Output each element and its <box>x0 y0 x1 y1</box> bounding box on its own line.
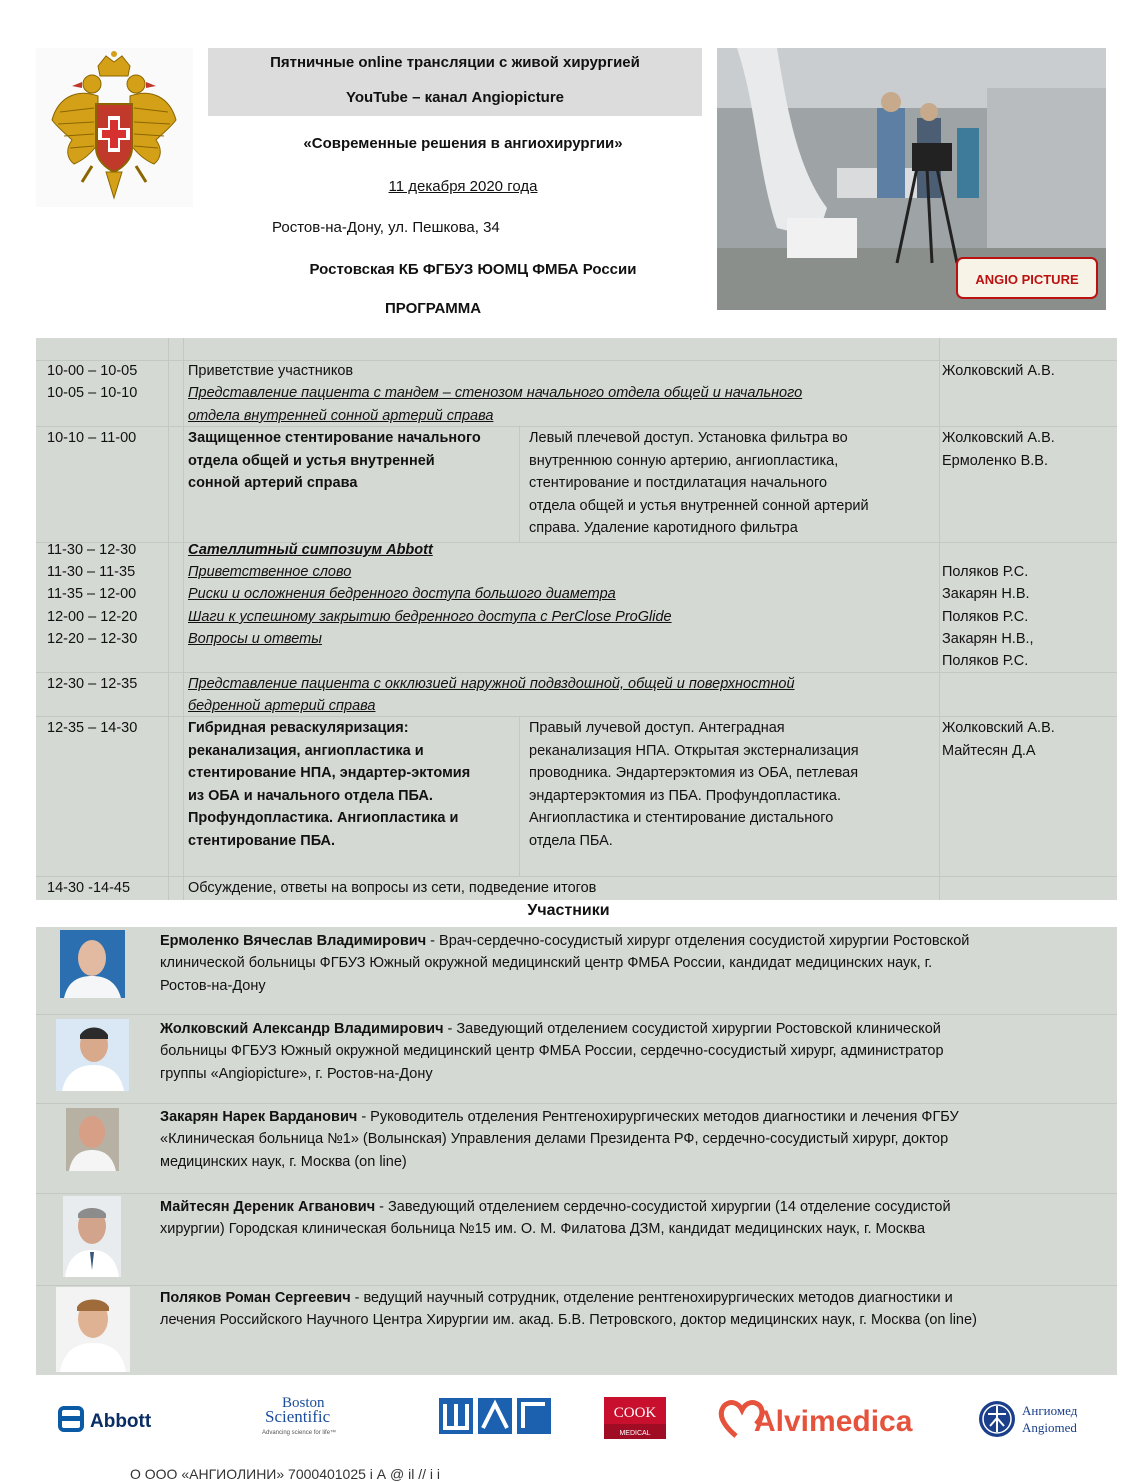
schedule-detail: Правый лучевой доступ. Антеградная <box>529 720 785 736</box>
schedule-speaker: Жолковский А.В. <box>942 720 1055 736</box>
list-item <box>36 927 1117 1015</box>
cook-medical-logo <box>604 1397 666 1439</box>
schedule-topic: Гибридная реваскуляризация: <box>188 720 409 736</box>
avatar <box>60 930 125 998</box>
operating-room-photo <box>717 48 1106 310</box>
participants-heading: Участники <box>527 902 610 919</box>
schedule-detail: стентирование и постдилатация начального <box>529 475 828 491</box>
svg-text:Boston: Boston <box>282 1395 325 1411</box>
schedule-detail: проводника. Эндартерэктомия из ОБА, петлевая <box>529 765 859 781</box>
participant-description: медицинских наук, г. Москва (on line) <box>160 1153 407 1170</box>
participant-description: - Заведующий отделением сердечно-сосудистой хирургии (14 отделение сосудистой <box>375 1199 951 1215</box>
schedule-topic: Защищенное стентирование начального <box>188 430 481 446</box>
event-address: Ростов-на-Дону, ул. Пешкова, 34 <box>272 219 500 236</box>
angiopicture-logo: ANGIO PICTURE <box>975 272 1079 287</box>
schedule-time: 14-30 -14-45 <box>47 880 131 896</box>
participant-description: лечения Российского Научного Центра Хирургии им. акад. Б.В. Петровского, доктор медицинских наук, г. Москва (on line) <box>160 1312 977 1329</box>
abbott-logo <box>58 1402 173 1434</box>
schedule-topic-link[interactable]: Сателлитный симпозиум Abbott <box>188 542 433 558</box>
schedule-detail: реканализация НПА. Открытая экстернализация <box>529 743 859 759</box>
svg-text:Scientific: Scientific <box>265 1407 331 1426</box>
schedule-speaker: Жолковский А.В. <box>942 363 1055 379</box>
schedule-speaker: Поляков Р.С. <box>942 609 1029 625</box>
schedule-speaker: Ермоленко В.В. <box>942 453 1048 469</box>
participant-description: Ростов-на-Дону <box>160 977 266 994</box>
schedule-time: 11-35 – 12-00 <box>47 586 137 602</box>
schedule-detail: Ангиопластика и стентирование дистального <box>529 810 834 826</box>
svg-text:Advancing science for life™: Advancing science for life™ <box>262 1430 337 1436</box>
double-headed-eagle-icon <box>36 48 193 207</box>
schedule-detail: отдела ПБА. <box>529 833 613 849</box>
program-heading: ПРОГРАММА <box>385 300 482 317</box>
schedule-topic-link[interactable]: бедренной артерий справа <box>188 698 376 714</box>
participant-description: больницы ФГБУЗ Южный окружной медицинский центр ФМБА России, сердечно-сосудистый хирург, администратор <box>160 1043 944 1060</box>
schedule-topic: Обсуждение, ответы на вопросы из сети, подведение итогов <box>188 880 597 896</box>
schedule-topic-link[interactable]: Вопросы и ответы <box>188 631 322 647</box>
schedule-detail: Левый плечевой доступ. Установка фильтра во <box>529 430 848 446</box>
list-item <box>36 1103 1117 1193</box>
schedule-time: 12-00 – 12-20 <box>47 609 138 625</box>
participant-description: «Клиническая больница №1» (Волынская) Управления делами Президента РФ, сердечно-сосудистый хирург, доктор <box>160 1131 949 1148</box>
svg-text:MEDICAL: MEDICAL <box>619 1430 651 1437</box>
schedule-speaker: Поляков Р.С. <box>942 564 1029 580</box>
footer-contact-text: О ООО «АНГИОЛИНИ» 7000401025 i А @ il // i i <box>130 1466 441 1482</box>
list-item <box>36 1015 1117 1103</box>
participant-description: - Руководитель отделения Рентгенохирургических методов диагностики и лечения ФГБУ <box>357 1109 959 1125</box>
schedule-topic: Приветствие участников <box>188 363 354 379</box>
schedule-topic: отдела общей и устья внутренней <box>188 453 435 469</box>
schedule-time: 11-30 – 12-30 <box>47 542 137 558</box>
alvimedica-logo <box>716 1396 948 1442</box>
schedule-detail: справа. Удаление каротидного фильтра <box>529 520 798 536</box>
schedule-topic-link[interactable]: Представление пациента с окклюзией наружной подвздошной, общей и поверхностной <box>188 676 795 692</box>
participant-name: Жолковский Александр Владимирович <box>160 1021 444 1037</box>
schedule-topic: сонной артерий справа <box>188 475 358 491</box>
schedule-time: 10-10 – 11-00 <box>47 430 137 446</box>
schedule-topic-link[interactable]: Шаги к успешному закрытию бедренного доступа с PerClose ProGlide <box>188 609 672 625</box>
schedule-topic-link[interactable]: Приветственное слово <box>188 564 352 580</box>
schedule-speaker: Жолковский А.В. <box>942 430 1055 446</box>
schedule-topic: стентирование НПА, эндартер-эктомия <box>188 765 471 781</box>
participant-description: клинической больницы ФГБУЗ Южный окружной медицинский центр ФМБА России, кандидат медицинских наук, г. <box>160 955 933 972</box>
schedule-time: 12-20 – 12-30 <box>47 631 138 647</box>
participant-name: Закарян Нарек Варданович <box>160 1109 358 1125</box>
svg-text:Ангиомед: Ангиомед <box>1022 1403 1078 1418</box>
schedule-time: 10-00 – 10-05 <box>47 363 138 379</box>
svg-text:Angiomed: Angiomed <box>1022 1420 1077 1435</box>
participant-description: хирургии) Городская клиническая больница №15 им. О. М. Филатова ДЗМ, кандидат медицинских наук, г. Москва <box>160 1221 926 1238</box>
list-item <box>36 1285 1117 1375</box>
avatar <box>56 1287 130 1372</box>
mag-medical-logo <box>437 1396 557 1436</box>
boston-scientific-logo <box>258 1391 358 1437</box>
participants-list <box>36 927 1117 1375</box>
schedule-speaker: Майтесян Д.А <box>942 743 1036 759</box>
schedule-speaker: Поляков Р.С. <box>942 653 1029 669</box>
svg-text:Alvimedica: Alvimedica <box>754 1405 913 1438</box>
broadcast-title-line2: YouTube – канал Angiopicture <box>345 89 565 106</box>
participant-description: - Заведующий отделением сосудистой хирургии Ростовской клинической <box>443 1021 941 1037</box>
participant-name: Майтесян Дереник Агванович <box>160 1199 376 1215</box>
avatar <box>66 1108 119 1171</box>
event-date: 11 декабря 2020 года <box>388 178 538 195</box>
schedule-topic-link[interactable]: Риски и осложнения бедренного доступа большого диаметра <box>188 586 616 602</box>
angiomed-logo <box>978 1396 1098 1442</box>
participant-name: Поляков Роман Сергеевич <box>160 1290 351 1306</box>
program-schedule-table <box>36 338 1117 900</box>
list-item <box>36 1193 1117 1285</box>
svg-text:COOK: COOK <box>613 1405 657 1421</box>
schedule-topic: из ОБА и начального отдела ПБА. <box>188 788 433 804</box>
hospital-name: Ростовская КБ ФГБУЗ ЮОМЦ ФМБА России <box>309 261 637 278</box>
schedule-time: 12-30 – 12-35 <box>47 676 138 692</box>
participant-name: Ермоленко Вячеслав Владимирович <box>160 933 427 949</box>
coat-of-arms-emblem <box>36 48 193 207</box>
participant-description: - Врач-сердечно-сосудистый хирург отделения сосудистой хирургии Ростовской <box>426 933 970 949</box>
schedule-topic: Профундопластика. Ангиопластика и <box>188 810 459 826</box>
schedule-topic-link[interactable]: отдела внутренней сонной артерий справа <box>188 408 494 424</box>
svg-text:Abbott: Abbott <box>90 1411 152 1432</box>
schedule-speaker: Закарян Н.В. <box>942 586 1030 602</box>
schedule-detail: внутреннюю сонную артерию, ангиопластика, <box>529 453 839 469</box>
schedule-time: 10-05 – 10-10 <box>47 385 138 401</box>
schedule-detail: эндартерэктомия из ПБА. Профундопластика. <box>529 788 842 804</box>
broadcast-title-line1: Пятничные online трансляции с живой хирургией <box>270 54 640 71</box>
schedule-time: 11-30 – 11-35 <box>47 564 136 580</box>
schedule-topic-link[interactable]: Представление пациента с тандем – стенозом начального отдела общей и начального <box>188 385 803 401</box>
broadcast-title-box <box>208 48 702 116</box>
schedule-topic: стентирование ПБА. <box>188 833 336 849</box>
participant-description: группы «Angiopicture», г. Ростов-на-Дону <box>160 1065 433 1082</box>
event-subtitle: «Современные решения в ангиохирургии» <box>303 135 623 152</box>
schedule-topic: реканализация, ангиопластика и <box>188 743 424 759</box>
schedule-speaker: Закарян Н.В., <box>942 631 1034 647</box>
schedule-detail: отдела общей и устья внутренней сонной артерий <box>529 498 869 514</box>
schedule-time: 12-35 – 14-30 <box>47 720 138 736</box>
avatar <box>63 1196 121 1277</box>
avatar <box>56 1019 129 1091</box>
participant-description: - ведущий научный сотрудник, отделение рентгенохирургических методов диагностики и <box>350 1290 953 1306</box>
